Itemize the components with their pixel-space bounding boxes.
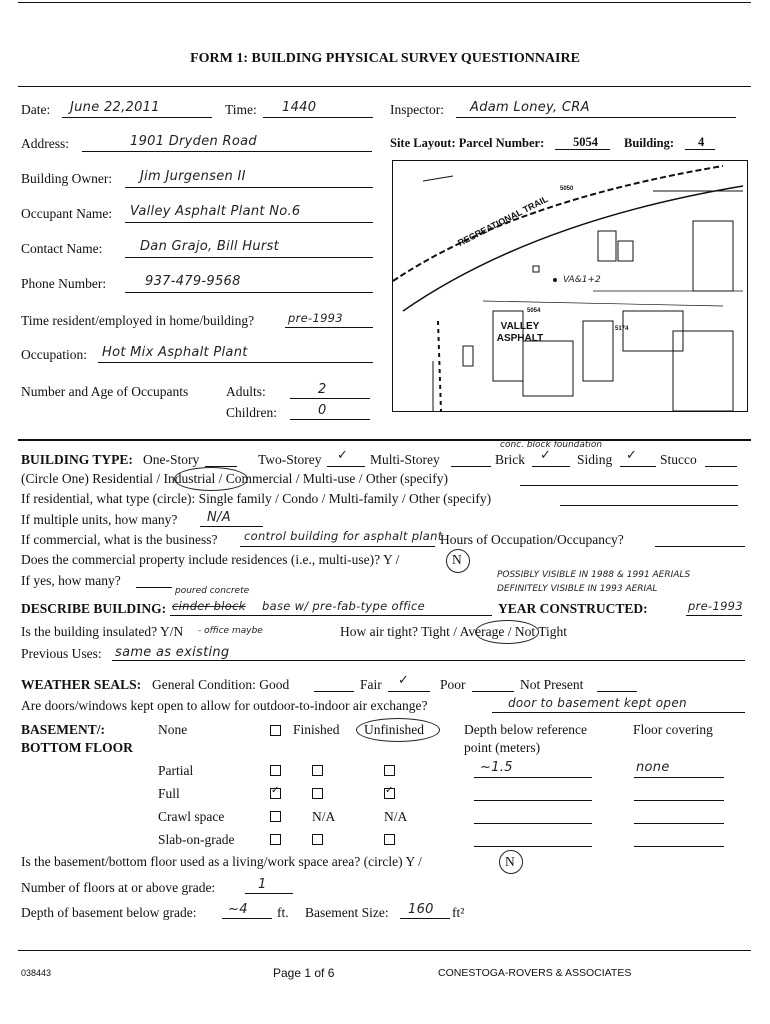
- brick-option: Brick: [495, 452, 525, 467]
- doors-value: door to basement kept open: [508, 696, 687, 710]
- adults-value: 2: [318, 382, 327, 397]
- full-label: Full: [158, 786, 180, 801]
- basement-size-line: [400, 918, 450, 919]
- crawl-finished-na: N/A: [312, 809, 336, 824]
- multiple-units-value: N/A: [207, 510, 231, 525]
- weather-label: WEATHER SEALS:: [21, 677, 142, 692]
- footer-company: CONESTOGA-ROVERS & ASSOCIATES: [438, 967, 632, 979]
- occupant-line: [125, 222, 373, 223]
- slab-none-checkbox[interactable]: [270, 834, 281, 845]
- time-resident-label: Time resident/employed in home/building?: [21, 313, 255, 328]
- living-question: Is the basement/bottom floor used as a living/work space area? (circle) Y /: [21, 854, 422, 869]
- commercial-value: control building for asphalt plant: [244, 529, 443, 543]
- date-line: [62, 117, 212, 118]
- map-label-5050: 5050: [560, 186, 574, 192]
- aerial-note-2: DEFINITELY VISIBLE IN 1993 AERIAL: [497, 584, 658, 594]
- multiple-units-line: [200, 526, 263, 527]
- site-map: [392, 160, 748, 412]
- occupation-value: Hot Mix Asphalt Plant: [102, 345, 248, 360]
- poor-line: [472, 691, 514, 692]
- building-line: [685, 149, 715, 150]
- living-n-circle: [499, 850, 523, 874]
- weather-fair: Fair: [360, 677, 382, 692]
- siding-check: ✓: [626, 448, 638, 463]
- weather-poor: Poor: [440, 677, 466, 692]
- slab-finished-checkbox[interactable]: [312, 834, 323, 845]
- date-label: Date:: [21, 102, 51, 117]
- depth-header-1: Depth below reference: [464, 722, 587, 737]
- insulated-value: - office maybe: [198, 626, 263, 636]
- fair-line: [388, 691, 430, 692]
- partial-depth-line: [474, 777, 592, 778]
- time-line: [263, 117, 373, 118]
- weather-not-present: Not Present: [520, 677, 584, 692]
- basement-size-unit: ft²: [452, 905, 465, 920]
- doors-line: [492, 712, 745, 713]
- occupant-label: Occupant Name:: [21, 206, 113, 221]
- full-depth-line: [474, 800, 592, 801]
- address-line: [82, 151, 372, 152]
- footer-doc-id: 038443: [21, 968, 52, 978]
- owner-value: Jim Jurgensen II: [140, 169, 246, 184]
- basement-none-header: None: [158, 722, 188, 737]
- footer-page: Page 1 of 6: [273, 966, 335, 980]
- specify-line-1: [520, 485, 738, 486]
- stucco-option: Stucco: [660, 452, 697, 467]
- depth-below-label: Depth of basement below grade:: [21, 905, 197, 920]
- fair-check: ✓: [398, 673, 410, 688]
- two-storey-line: [327, 466, 365, 467]
- partial-none-checkbox[interactable]: [270, 765, 281, 776]
- contact-line: [125, 257, 373, 258]
- weather-good: General Condition: Good: [152, 677, 290, 692]
- inspector-value: Adam Loney, CRA: [470, 100, 590, 115]
- partial-unfinished-checkbox[interactable]: [384, 765, 395, 776]
- partial-label: Partial: [158, 763, 194, 778]
- adults-label: Adults:: [226, 384, 266, 399]
- year-constructed-value: pre-1993: [688, 599, 743, 613]
- inspector-label: Inspector:: [390, 102, 444, 117]
- finished-checkbox[interactable]: [270, 725, 281, 736]
- children-value: 0: [318, 403, 327, 418]
- brick-line: [532, 466, 570, 467]
- hours-label: Hours of Occupation/Occupancy?: [440, 532, 624, 547]
- address-value: 1901 Dryden Road: [130, 134, 257, 149]
- air-tight-label: How air tight? Tight / Average / Not Tight: [340, 624, 568, 639]
- floor-covering-header: Floor covering: [633, 722, 713, 737]
- circle-one-line: (Circle One) Residential / Industrial / Commercial / Multi-use / Other (specify): [21, 471, 449, 486]
- map-valley-asphalt: VALLEY ASPHALT: [496, 321, 544, 344]
- building-type-label: BUILDING TYPE:: [21, 452, 133, 467]
- crawl-depth-line: [474, 823, 592, 824]
- brick-check: ✓: [540, 448, 552, 463]
- occupation-label: Occupation:: [21, 347, 87, 362]
- residences-question: Does the commercial property include residences (i.e., multi-use)? Y /: [21, 552, 400, 567]
- section-rule: [18, 439, 751, 441]
- adults-line: [290, 398, 370, 399]
- describe-value: base w/ pre-fab-type office: [262, 599, 425, 613]
- stucco-line: [705, 466, 737, 467]
- describe-label: DESCRIBE BUILDING:: [21, 601, 167, 616]
- parcel-number: 5054: [573, 135, 598, 149]
- crawl-none-checkbox[interactable]: [270, 811, 281, 822]
- slab-label: Slab-on-grade: [158, 832, 235, 847]
- building-label: Building:: [624, 136, 675, 150]
- crawl-unfinished-na: N/A: [384, 809, 408, 824]
- parcel-line: [555, 149, 610, 150]
- phone-label: Phone Number:: [21, 276, 107, 291]
- phone-value: 937-479-9568: [145, 274, 241, 289]
- building-number: 4: [698, 135, 705, 149]
- children-label: Children:: [226, 405, 277, 420]
- map-handwritten-mark: VA&1+2: [563, 275, 601, 285]
- contact-label: Contact Name:: [21, 241, 103, 256]
- crawl-label: Crawl space: [158, 809, 225, 824]
- if-yes-label: If yes, how many?: [21, 573, 121, 588]
- form-title: FORM 1: BUILDING PHYSICAL SURVEY QUESTIONNAIRE: [190, 51, 580, 66]
- time-value: 1440: [282, 100, 317, 115]
- specify-line-2: [560, 505, 738, 506]
- inspector-line: [456, 117, 736, 118]
- partial-covering-line: [634, 777, 724, 778]
- children-line: [290, 419, 370, 420]
- previous-uses-line: [112, 660, 745, 661]
- one-story-option: One-Story: [143, 452, 200, 467]
- owner-label: Building Owner:: [21, 171, 113, 186]
- basement-size-label: Basement Size:: [305, 905, 389, 920]
- foundation-annotation: conc. block foundation: [500, 440, 603, 450]
- floors-above-label: Number of floors at or above grade:: [21, 880, 216, 895]
- occupant-value: Valley Asphalt Plant No.6: [130, 204, 301, 219]
- partial-finished-checkbox[interactable]: [312, 765, 323, 776]
- partial-depth: ~1.5: [480, 760, 513, 775]
- siding-option: Siding: [577, 452, 613, 467]
- residences-n: N: [452, 552, 462, 567]
- unfinished-circle: [356, 718, 440, 742]
- good-line: [314, 691, 354, 692]
- average-circle: [475, 620, 539, 644]
- depth-below-value: ~4: [228, 902, 248, 917]
- address-label: Address:: [21, 136, 69, 151]
- multi-storey-line: [451, 466, 491, 467]
- previous-uses-label: Previous Uses:: [21, 646, 102, 661]
- two-storey-check: ✓: [337, 448, 349, 463]
- partial-covering: none: [636, 760, 670, 775]
- basement-size-value: 160: [408, 902, 434, 917]
- occupation-line: [98, 362, 373, 363]
- map-label-5174: 5174: [615, 326, 629, 332]
- year-constructed-line: [686, 615, 742, 616]
- basement-label-2: BOTTOM FLOOR: [21, 740, 133, 755]
- multi-storey-option: Multi-Storey: [370, 452, 440, 467]
- aerial-note-1: POSSIBLY VISIBLE IN 1988 & 1991 AERIALS: [497, 570, 691, 580]
- describe-line: [170, 615, 492, 616]
- basement-label-1: BASEMENT/:: [21, 722, 106, 737]
- living-n: N: [505, 854, 515, 869]
- time-label: Time:: [225, 102, 257, 117]
- crawl-covering-line: [634, 823, 724, 824]
- number-age-label: Number and Age of Occupants: [21, 384, 189, 399]
- time-resident-line: [285, 327, 373, 328]
- depth-ft: ft.: [277, 905, 289, 920]
- not-present-line: [597, 691, 637, 692]
- slab-depth-line: [474, 846, 592, 847]
- site-layout-label: Site Layout: Parcel Number:: [390, 136, 545, 150]
- insulated-label: Is the building insulated? Y/N: [21, 624, 184, 639]
- full-finished-checkbox[interactable]: [312, 788, 323, 799]
- footer-rule: [18, 950, 751, 951]
- phone-line: [125, 292, 373, 293]
- commercial-line: [240, 546, 435, 547]
- industrial-circle: [174, 467, 248, 491]
- residences-n-circle: [446, 549, 470, 573]
- depth-header-2: point (meters): [464, 740, 541, 755]
- multiple-units-label: If multiple units, how many?: [21, 512, 178, 527]
- date-value: June 22,2011: [70, 100, 160, 115]
- doors-question: Are doors/windows kept open to allow for outdoor-to-indoor air exchange?: [21, 698, 428, 713]
- slab-covering-line: [634, 846, 724, 847]
- if-yes-line: [136, 587, 172, 588]
- map-label-5054: 5054: [527, 308, 541, 314]
- hours-line: [655, 546, 745, 547]
- owner-line: [125, 187, 373, 188]
- year-constructed-label: YEAR CONSTRUCTED:: [498, 601, 648, 616]
- previous-uses-value: same as existing: [115, 645, 230, 660]
- top-rule: [18, 2, 751, 3]
- two-storey-option: Two-Storey: [258, 452, 322, 467]
- commercial-label: If commercial, what is the business?: [21, 532, 218, 547]
- floors-above-value: 1: [258, 877, 267, 892]
- full-none-checkbox[interactable]: [270, 788, 281, 799]
- time-resident-value: pre-1993: [288, 311, 343, 325]
- contact-value: Dan Grajo, Bill Hurst: [140, 239, 279, 254]
- describe-struck: cinder block: [172, 599, 246, 613]
- depth-below-line: [222, 918, 272, 919]
- floors-above-line: [245, 893, 293, 894]
- full-covering-line: [634, 800, 724, 801]
- basement-finished-header: Finished: [293, 722, 340, 737]
- full-unfinished-checkbox[interactable]: [384, 788, 395, 799]
- residential-type-line: If residential, what type (circle): Single family / Condo / Multi-family / Other (specify): [21, 491, 492, 506]
- siding-line: [620, 466, 656, 467]
- site-map-drawing: [393, 161, 747, 411]
- slab-unfinished-checkbox[interactable]: [384, 834, 395, 845]
- title-rule: [18, 86, 751, 87]
- trail-label: RECREATIONAL TRAIL: [456, 193, 550, 249]
- basement-unfinished-header: Unfinished: [364, 722, 424, 737]
- describe-above: poured concrete: [175, 586, 250, 596]
